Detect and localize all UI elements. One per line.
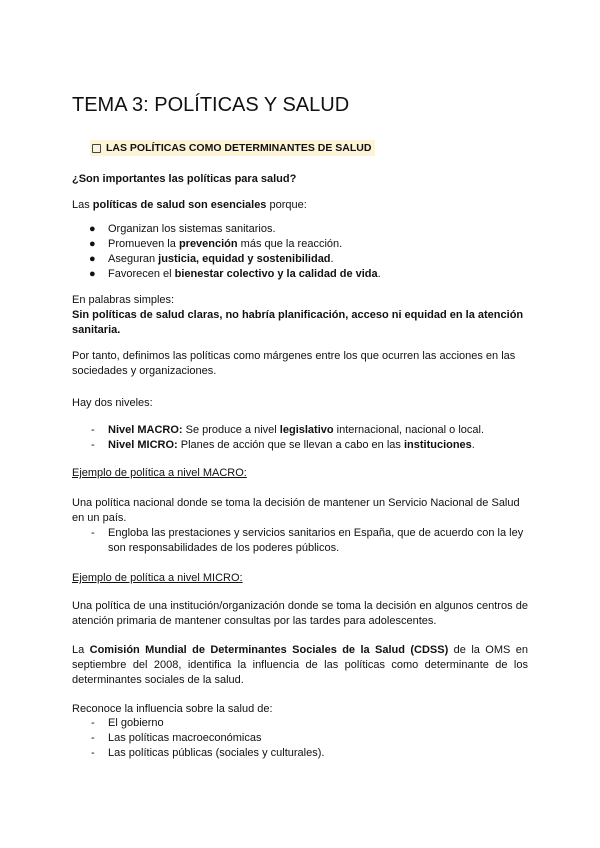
list-item: - Engloba las prestaciones y servicios sanitarios en España, que de acuerdo con la ley son responsabilidades de los poderes públicos. — [91, 527, 524, 554]
micro-example-title: Ejemplo de política a nivel MICRO: — [72, 572, 243, 584]
list-item: - Las políticas públicas (sociales y culturales). — [91, 747, 325, 759]
macro-example-text: Una política nacional donde se toma la decisión de mantener un Servicio Nacional de Salud en un país. — [72, 497, 520, 524]
cdss-paragraph: La Comisión Mundial de Determinantes Sociales de la Salud (CDSS) de la OMS en septiembre del 2008, identifica la influencia de las políticas como determinante de los determinantes sociales de la salud. — [72, 644, 528, 686]
influence-list — [72, 716, 528, 761]
macro-example-title: Ejemplo de política a nivel MACRO: — [72, 467, 247, 479]
question-heading: ¿Son importantes las políticas para salud? — [72, 173, 297, 185]
simple-words-label: En palabras simples: — [72, 294, 175, 306]
list-item: - El gobierno — [91, 717, 164, 729]
levels-list — [72, 423, 528, 453]
list-item: - Nivel MACRO: Se produce a nivel legislativo internacional, nacional o local. — [91, 424, 485, 436]
list-item: ● Organizan los sistemas sanitarios. — [89, 223, 276, 235]
section-header — [90, 140, 375, 156]
influence-intro: Reconoce la influencia sobre la salud de: — [72, 703, 273, 715]
page-title: TEMA 3: POLÍTICAS Y SALUD — [72, 94, 350, 116]
reasons-list — [72, 222, 528, 282]
simple-words-statement: Sin políticas de salud claras, no habría planificación, acceso ni equidad en la atención sanitaria. — [72, 309, 524, 336]
list-item: - Nivel MICRO: Planes de acción que se llevan a cabo en las instituciones. — [91, 439, 475, 451]
levels-intro: Hay dos niveles: — [72, 397, 153, 409]
checkbox-icon — [92, 144, 101, 153]
list-item: ● Favorecen el bienestar colectivo y la calidad de vida. — [89, 268, 381, 280]
list-item: ● Promueven la prevención más que la reacción. — [89, 238, 343, 250]
intro-paragraph: Las políticas de salud son esenciales porque: — [72, 199, 307, 211]
macro-example-sublist — [72, 526, 528, 556]
section-header-label: LAS POLÍTICAS COMO DETERMINANTES DE SALUD — [106, 142, 372, 154]
micro-example-text: Una política de una institución/organización donde se toma la decisión en algunos centros de atención primaria de mantener consultas por las tardes para adolescentes. — [72, 600, 528, 627]
definition-paragraph: Por tanto, definimos las políticas como márgenes entre los que ocurren las acciones en las sociedades y organizaciones. — [72, 350, 516, 377]
list-item: - Las políticas macroeconómicas — [91, 732, 262, 744]
list-item: ● Aseguran justicia, equidad y sostenibilidad. — [89, 253, 334, 265]
